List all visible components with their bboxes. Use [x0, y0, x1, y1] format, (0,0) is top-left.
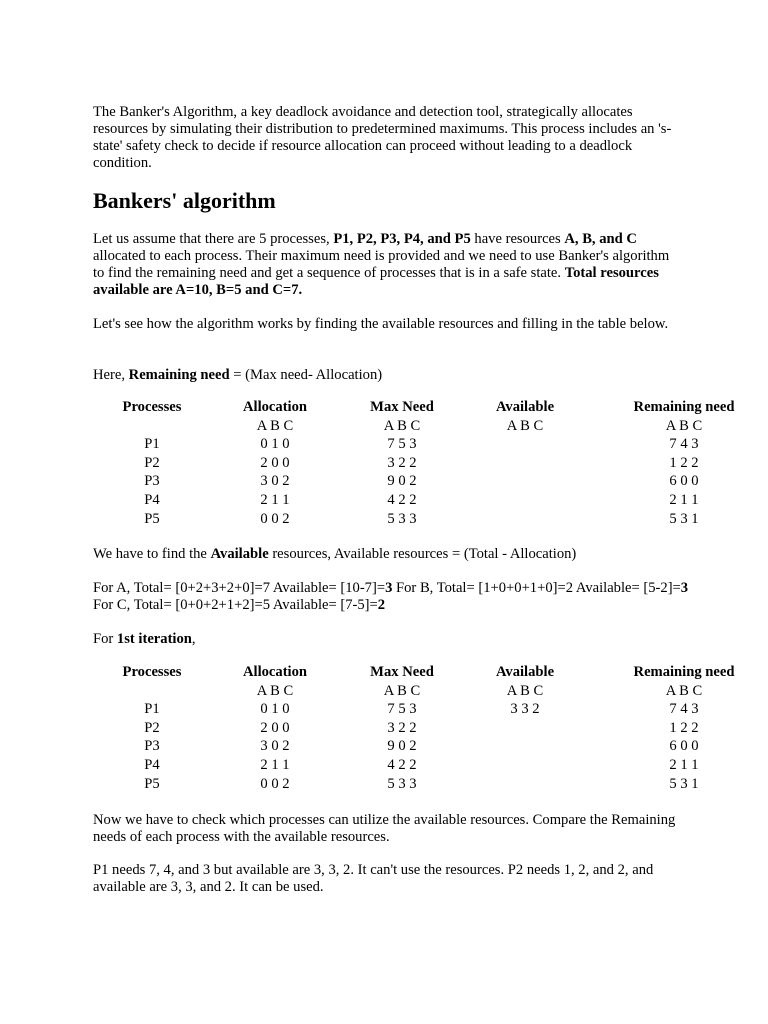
table-cell: 7 5 3 — [387, 701, 417, 718]
assume-resources: A, B, and C — [564, 231, 637, 247]
table-cell: 2 1 1 — [669, 756, 699, 773]
assume-text-1: Let us assume that there are 5 processes, — [93, 231, 334, 247]
available-text-1: We have to find the — [93, 546, 211, 562]
table-cell: 5 3 1 — [669, 775, 699, 792]
table-cell: 6 0 0 — [669, 473, 699, 490]
table-cell: Remaining need — [633, 664, 735, 680]
table-cell: Processes — [122, 399, 182, 415]
table-cell: Available — [495, 664, 555, 680]
allocation-table-iteration-1 — [0, 664, 768, 794]
table-cell: 1 2 2 — [669, 719, 699, 736]
assume-totals: Total resources available are A=10, B=5 and C=7. — [93, 265, 659, 298]
table-cell: 0 1 0 — [260, 701, 290, 718]
calc-text-c: For C, Total= [0+0+2+1+2]=5 Available= [7-5]= — [93, 597, 378, 613]
table-row — [0, 738, 768, 757]
table-cell: 6 0 0 — [669, 738, 699, 755]
table-cell: P2 — [144, 454, 160, 471]
table-cell: 1 2 2 — [669, 454, 699, 471]
table-cell: 2 1 1 — [669, 491, 699, 508]
table-cell: P3 — [144, 473, 160, 490]
table-cell: 0 1 0 — [260, 436, 290, 453]
table-cell: P4 — [144, 756, 160, 773]
check-paragraph: Now we have to check which processes can utilize the available resources. Compare the Remaining needs of each process with the available resources. — [93, 812, 676, 845]
table-cell: 4 2 2 — [387, 756, 417, 773]
calc-text-a: For A, Total= [0+2+3+2+0]=7 Available= [10-7]= — [93, 580, 386, 596]
table-row — [0, 776, 768, 795]
table-cell: Max Need — [370, 664, 434, 680]
table-cell: A B C — [256, 417, 294, 434]
calculation-paragraph — [93, 580, 693, 614]
iteration-text-1: For — [93, 631, 117, 647]
table-row — [0, 455, 768, 474]
table-cell: P1 — [144, 701, 160, 718]
table-cell: 2 0 0 — [260, 454, 290, 471]
table-cell: 5 3 3 — [387, 775, 417, 792]
formula-text-2: = (Max need- Allocation) — [229, 367, 383, 383]
table-row — [0, 436, 768, 455]
table-cell: 4 2 2 — [387, 491, 417, 508]
table-cell: 3 3 2 — [510, 701, 540, 718]
table-header-row — [0, 399, 768, 418]
calc-result-c: 2 — [377, 597, 386, 613]
table-cell: 0 0 2 — [260, 775, 290, 792]
table-cell: 9 0 2 — [387, 738, 417, 755]
table-subheader-row — [0, 683, 768, 702]
assume-text-2: have resources — [470, 231, 565, 247]
available-term: Available — [210, 546, 269, 562]
iteration-paragraph — [93, 631, 678, 648]
table-cell: Allocation — [242, 664, 308, 680]
table-cell: 2 0 0 — [260, 719, 290, 736]
table-cell: Processes — [122, 664, 182, 680]
formula-paragraph — [93, 367, 678, 384]
table-cell: 2 1 1 — [260, 491, 290, 508]
table-cell: 7 4 3 — [669, 436, 699, 453]
p1-needs-paragraph: P1 needs 7, 4, and 3 but available are 3, 3, 2. It can't use the resources. P2 needs 1, 2, and 2, and available are 3, 3, and 2. It can be used. — [93, 862, 654, 895]
table-cell: 3 2 2 — [387, 454, 417, 471]
table-cell: A B C — [506, 417, 544, 434]
table-cell: 9 0 2 — [387, 473, 417, 490]
table-cell: P4 — [144, 491, 160, 508]
table-row — [0, 720, 768, 739]
table-row — [0, 492, 768, 511]
table-cell: P1 — [144, 436, 160, 453]
table-cell: 5 3 3 — [387, 510, 417, 527]
table-cell: Available — [495, 399, 555, 415]
section-heading: Bankers' algorithm — [93, 188, 276, 213]
intro-paragraph: The Banker's Algorithm, a key deadlock avoidance and detection tool, strategically allocates resources by simulating their distribution to predetermined maximums. This process includes an 's-state' safety check to decide if resource allocation can proceed without leading to a deadlock condition. — [93, 104, 672, 171]
table-cell: 0 0 2 — [260, 510, 290, 527]
iteration-text-2: , — [191, 631, 196, 647]
table-cell: A B C — [665, 417, 703, 434]
table-row — [0, 511, 768, 530]
table-row — [0, 473, 768, 492]
table-cell: P5 — [144, 510, 160, 527]
table-cell: 7 5 3 — [387, 436, 417, 453]
formula-text-1: Here, — [93, 367, 129, 383]
table-subheader-row — [0, 418, 768, 437]
table-cell: Remaining need — [633, 399, 735, 415]
table-cell: 2 1 1 — [260, 756, 290, 773]
table-cell: A B C — [665, 682, 703, 699]
table-header-row — [0, 664, 768, 683]
assumption-paragraph — [93, 231, 678, 299]
table-cell: 7 4 3 — [669, 701, 699, 718]
formula-term: Remaining need — [128, 367, 230, 383]
table-cell: 3 0 2 — [260, 738, 290, 755]
table-cell: P3 — [144, 738, 160, 755]
available-text-2: resources, Available resources = (Total - Allocation) — [268, 546, 577, 562]
available-paragraph — [93, 546, 678, 563]
table-cell: Allocation — [242, 399, 308, 415]
table-cell: A B C — [383, 682, 421, 699]
table-cell: P5 — [144, 775, 160, 792]
table-cell: 3 0 2 — [260, 473, 290, 490]
table-cell: 5 3 1 — [669, 510, 699, 527]
table-cell: 3 2 2 — [387, 719, 417, 736]
table-row — [0, 701, 768, 720]
table-row — [0, 757, 768, 776]
table-cell: Max Need — [370, 399, 434, 415]
assume-text-3: allocated to each process. Their maximum need is provided and we need to use Banker's algorithm to find the remaining need and get a sequence of processes that is in a safe state. — [93, 248, 670, 281]
table-cell: A B C — [383, 417, 421, 434]
table-cell: P2 — [144, 719, 160, 736]
calc-result-a: 3 — [385, 580, 393, 596]
lets-see-paragraph: Let's see how the algorithm works by finding the available resources and filling in the table below. — [93, 316, 669, 332]
iteration-term: 1st iteration — [116, 631, 192, 647]
allocation-table-initial — [0, 399, 768, 529]
table-cell: A B C — [256, 682, 294, 699]
assume-processes: P1, P2, P3, P4, and P5 — [333, 231, 471, 247]
calc-text-b: For B, Total= [1+0+0+1+0]=2 Available= [5-2]= — [392, 580, 681, 596]
table-cell: A B C — [506, 682, 544, 699]
calc-result-b: 3 — [680, 580, 689, 596]
